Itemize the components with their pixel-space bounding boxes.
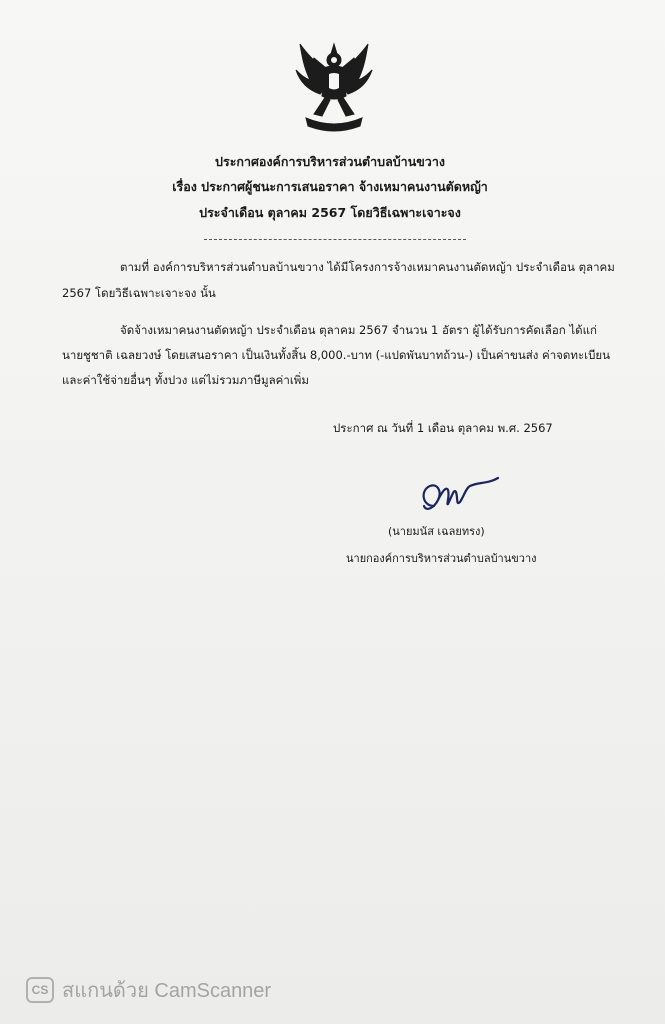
camscanner-watermark (26, 974, 271, 1006)
signature-image (412, 472, 500, 516)
signer-position: นายกองค์การบริหารส่วนตำบลบ้านขวาง (346, 552, 537, 565)
announcement-title: ประกาศองค์การบริหารส่วนตำบลบ้านขวาง (215, 154, 445, 169)
paragraph-2-line-1: จัดจ้างเหมาคนงานตัดหญ้า ประจำเดือน ตุลาคม 2567 จำนวน 1 อัตรา ผู้ได้รับการคัดเลือก ได้แก่ (120, 323, 598, 337)
paragraph-1-line-2: 2567 โดยวิธีเฉพาะเจาะจง นั้น (62, 286, 216, 300)
paragraph-2-line-3: และค่าใช้จ่ายอื่นๆ ทั้งปวง แต่ไม่รวมภาษีมูลค่าเพิ่ม (62, 373, 309, 387)
announcement-subject: เรื่อง ประกาศผู้ชนะการเสนอราคา จ้างเหมาคนงานตัดหญ้า (172, 179, 488, 194)
camscanner-logo-icon: CS (26, 977, 54, 1003)
announcement-date: ประกาศ ณ วันที่ 1 เดือน ตุลาคม พ.ศ. 2567 (333, 421, 553, 435)
signer-name: (นายมนัส เฉลยทรง) (388, 525, 485, 538)
paragraph-1-line-1: ตามที่ องค์การบริหารส่วนตำบลบ้านขวาง ได้มีโครงการจ้างเหมาคนงานตัดหญ้า ประจำเดือน ตุลาคม (120, 260, 615, 274)
garuda-emblem-icon (292, 38, 376, 134)
header-divider (204, 239, 466, 240)
announcement-period: ประจำเดือน ตุลาคม 2567 โดยวิธีเฉพาะเจาะจง (199, 205, 461, 220)
paragraph-2-line-2: นายชูชาติ เฉลยวงษ์ โดยเสนอราคา เป็นเงินทั้งสิ้น 8,000.-บาท (-แปดพันบาทถ้วน-) เป็นค่าขนส่ง ค่าจดทะเบียน (62, 348, 610, 362)
watermark-text: สแกนด้วย CamScanner (62, 980, 272, 1002)
